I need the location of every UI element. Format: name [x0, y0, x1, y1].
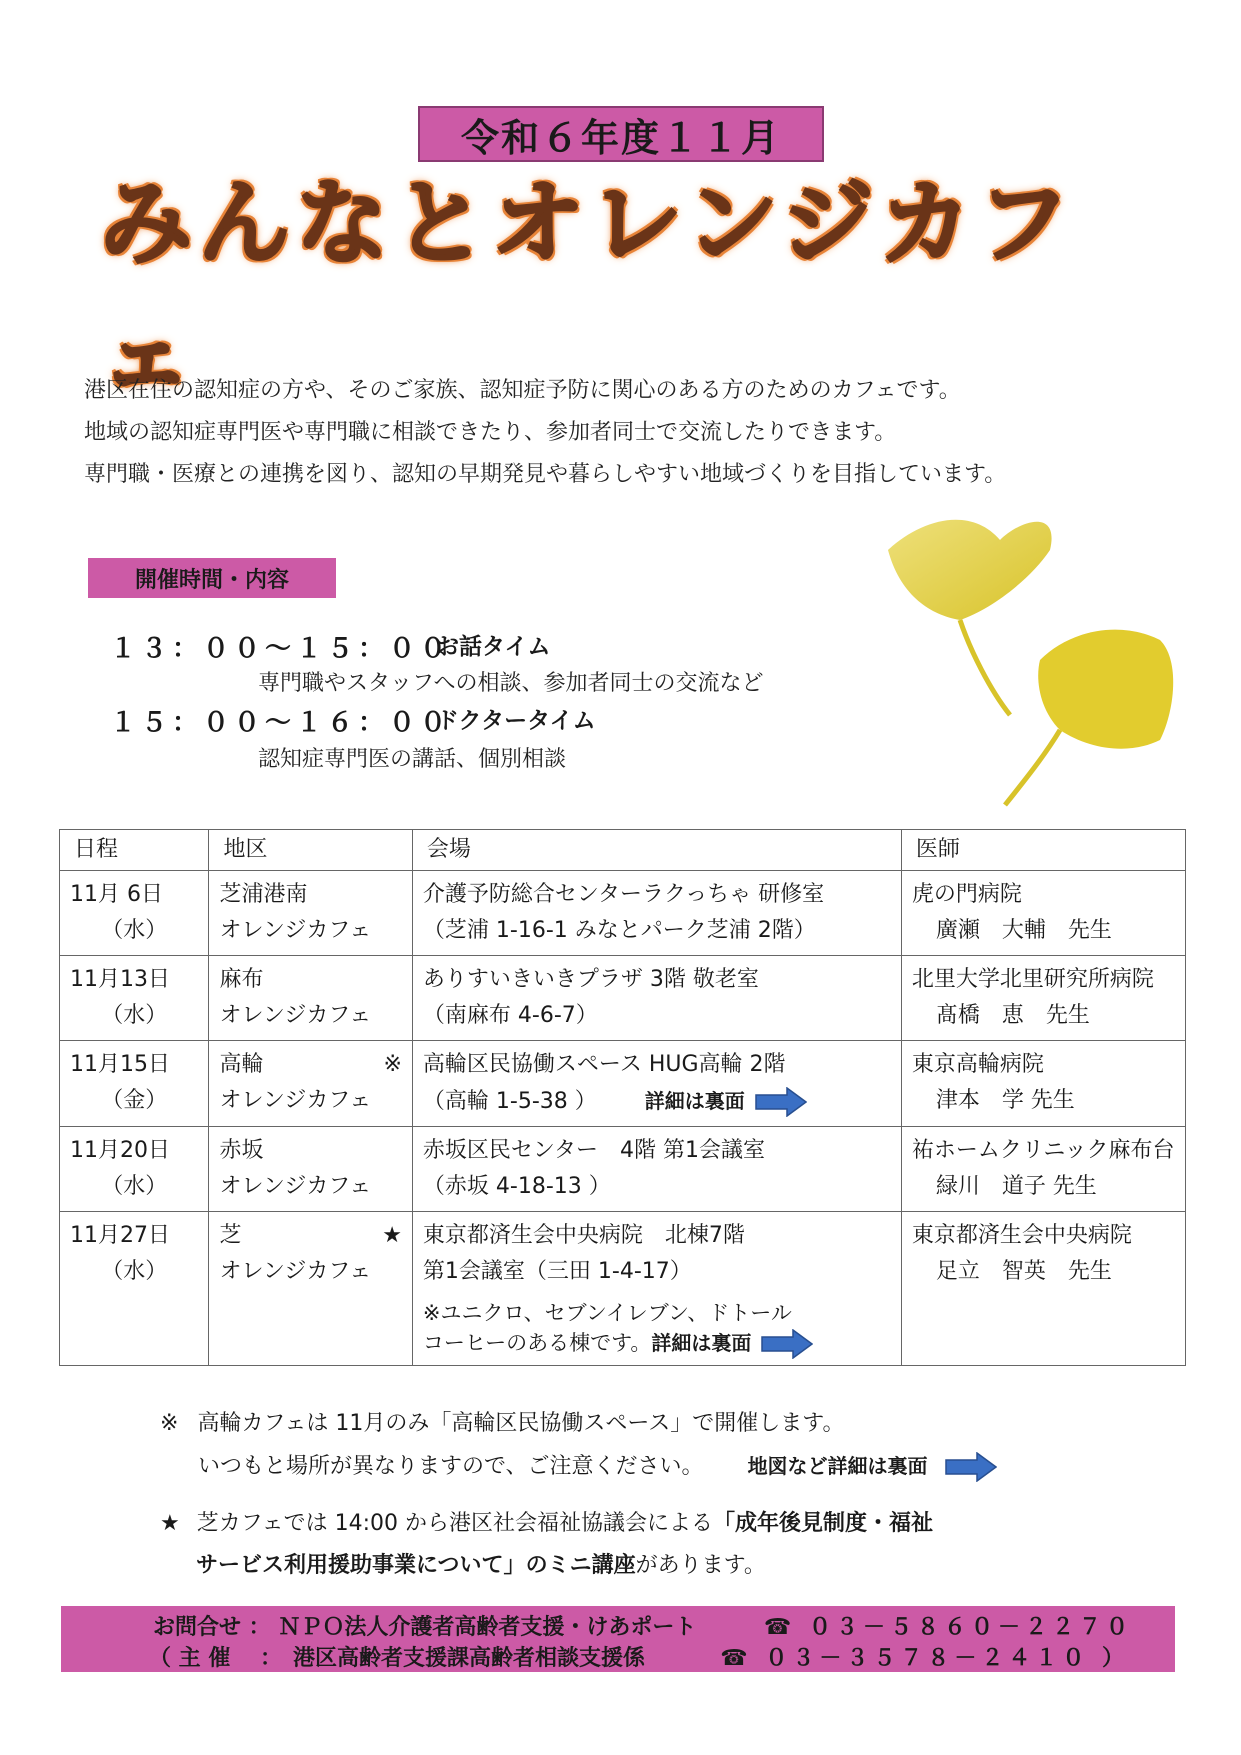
row-venue: 高輪区民協働スペース HUG高輪 2階	[422, 1052, 786, 1077]
row-date: 11月 6日	[70, 882, 163, 907]
row-hospital: 北里大学北里研究所病院	[911, 967, 1154, 992]
note-1	[160, 1406, 844, 1442]
ginkgo-leaves-illustration	[860, 510, 1210, 810]
arrow-right-icon	[755, 1087, 807, 1117]
note-2-mark: ★	[160, 1511, 180, 1536]
session-2-title: ドクタータイム	[436, 708, 596, 734]
session-1-time: １３：００～１５：００	[110, 634, 452, 664]
row-day: （金）	[101, 1088, 168, 1113]
row-area: 麻布	[219, 967, 264, 992]
row-day: （水）	[101, 1003, 168, 1028]
table-row	[60, 1127, 1186, 1212]
row-venue-address: （赤坂 4-18-13 ）	[422, 1174, 611, 1199]
row-venue: ありすいきいきプラザ 3階 敬老室	[422, 967, 759, 992]
row-doctor: 緑川 道子 先生	[935, 1174, 1097, 1199]
session-1-title: お話タイム	[436, 634, 551, 660]
row-doctor: 津本 学 先生	[935, 1088, 1075, 1113]
row-hospital: 東京高輪病院	[911, 1052, 1044, 1077]
row-date: 11月27日	[70, 1223, 170, 1248]
session-2-time: １５：００～１６：００	[110, 708, 452, 738]
note-2-line-1b: 「成年後見制度・福祉	[713, 1511, 934, 1536]
row-area: 芝	[219, 1223, 242, 1248]
row-day: （水）	[101, 1259, 168, 1284]
row-area-mark: ★	[382, 1223, 402, 1248]
note-1-detail: 地図など詳細は裏面	[747, 1454, 928, 1478]
row-area-sub: オレンジカフェ	[219, 1003, 372, 1028]
row-area: 赤坂	[219, 1138, 264, 1163]
table-row	[60, 1212, 1186, 1366]
arrow-right-icon	[945, 1452, 997, 1482]
row-area-sub: オレンジカフェ	[219, 1259, 372, 1284]
contact-row-2	[149, 1641, 1129, 1672]
row-area: 高輪	[219, 1052, 264, 1077]
row-area-mark: ※	[383, 1052, 402, 1077]
header-doctor: 医師	[901, 830, 1185, 871]
note-2-line-2	[196, 1548, 766, 1584]
session-2-desc: 認知症専門医の講話、個別相談	[258, 747, 567, 772]
note-2-line-1a: 芝カフェでは 14:00 から港区社会福祉協議会による	[196, 1511, 714, 1536]
month-banner: 令和６年度１１月	[418, 106, 824, 162]
header-date: 日程	[60, 830, 209, 871]
row-doctor: 廣瀬 大輔 先生	[935, 918, 1112, 943]
contact-phone: ☎ ０３－５８６０－２２７０	[763, 1615, 1133, 1640]
schedule-table	[59, 829, 1186, 1366]
table-row	[60, 871, 1186, 956]
row-venue-address: （芝浦 1-16-1 みなとパーク芝浦 2階）	[422, 918, 816, 943]
row-doctor: 髙橋 恵 先生	[935, 1003, 1090, 1028]
row-detail-link: 詳細は裏面	[651, 1331, 752, 1355]
cafe-title: みんなとオレンジカフェ	[100, 170, 1076, 409]
table-row	[60, 1041, 1186, 1127]
row-venue: 赤坂区民センター 4階 第1会議室	[422, 1138, 766, 1163]
row-hospital: 祐ホームクリニック麻布台	[911, 1138, 1175, 1163]
note-1-line-2-wrap	[198, 1448, 997, 1485]
arrow-right-icon	[761, 1329, 813, 1359]
organizer-phone: ☎ ０３－３５７８－２４１０ ）	[720, 1646, 1129, 1671]
row-hospital: 東京都済生会中央病院	[911, 1223, 1132, 1248]
table-row	[60, 956, 1186, 1041]
row-area-sub: オレンジカフェ	[219, 1088, 372, 1113]
row-date: 11月15日	[70, 1052, 170, 1077]
row-venue: 東京都済生会中央病院 北棟7階	[422, 1223, 745, 1248]
section-label: 開催時間・内容	[88, 558, 336, 598]
row-detail-link: 詳細は裏面	[644, 1089, 745, 1113]
row-date: 11月13日	[70, 967, 170, 992]
intro-line-2: 地域の認知症専門医や専門職に相談できたり、参加者同士で交流したりできます。	[84, 420, 897, 445]
header-venue: 会場	[412, 830, 901, 871]
note-2-line-2b: のミニ講座	[525, 1553, 636, 1578]
note-1-line-2: いつもと場所が異なりますので、ご注意ください。	[198, 1454, 704, 1479]
intro-line-3: 専門職・医療との連携を図り、認知の早期発見や暮らしやすい地域づくりを目指しています。	[84, 462, 1007, 487]
contact-row-1	[153, 1610, 1133, 1641]
row-area: 芝浦港南	[219, 882, 308, 907]
intro-line-1: 港区在住の認知症の方や、そのご家族、認知症予防に関心のある方のためのカフェです。	[84, 378, 961, 403]
contact-bar	[61, 1606, 1175, 1672]
row-date: 11月20日	[70, 1138, 170, 1163]
note-2-line-2a: サービス利用援助事業について」	[196, 1553, 526, 1578]
row-doctor: 足立 智英 先生	[935, 1259, 1112, 1284]
row-area-sub: オレンジカフェ	[219, 1174, 372, 1199]
row-venue-address: （高輪 1-5-38 ）	[422, 1089, 597, 1114]
row-venue-note: ※ユニクロ、セブンイレブン、ドトール	[422, 1301, 792, 1325]
note-2-line-2c: があります。	[635, 1553, 766, 1578]
row-day: （水）	[101, 918, 168, 943]
row-hospital: 虎の門病院	[911, 882, 1022, 907]
table-header-row	[60, 830, 1186, 871]
note-1-mark: ※	[160, 1411, 179, 1436]
header-area: 地区	[209, 830, 412, 871]
note-1-line-1: 高輪カフェは 11月のみ「高輪区民協働スペース」で開催します。	[197, 1411, 845, 1436]
organizer-label: （ 主 催 ： 港区高齢者支援課高齢者相談支援係	[149, 1646, 645, 1671]
note-2	[160, 1506, 933, 1542]
row-area-sub: オレンジカフェ	[219, 918, 372, 943]
contact-label: お問合せ ： ＮＰＯ法人介護者高齢者支援・けあポート	[153, 1615, 697, 1640]
session-1-desc: 専門職やスタッフへの相談、参加者同士の交流など	[258, 671, 764, 696]
row-venue-note-2: コーヒーのある棟です。	[422, 1331, 652, 1355]
row-venue: 介護予防総合センターラクっちゃ 研修室	[422, 882, 825, 907]
row-day: （水）	[101, 1174, 168, 1199]
row-venue-address: 第1会議室（三田 1-4-17）	[422, 1259, 692, 1284]
row-venue-address: （南麻布 4-6-7）	[422, 1003, 598, 1028]
